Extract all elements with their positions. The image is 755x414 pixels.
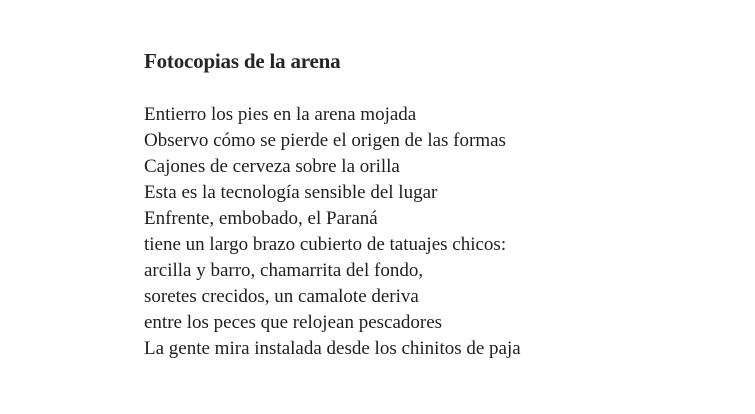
poem-title: Fotocopias de la arena xyxy=(144,49,341,73)
verse-line: soretes crecidos, un camalote deriva xyxy=(144,286,419,307)
poem xyxy=(144,46,521,362)
verse-line: Esta es la tecnología sensible del lugar xyxy=(144,182,438,203)
verse-line: Cajones de cerveza sobre la orilla xyxy=(144,156,400,177)
verse-line: La gente mira instalada desde los chinitos de paja xyxy=(144,338,521,359)
verse-line: tiene un largo brazo cubierto de tatuajes chicos: xyxy=(144,234,507,255)
poem-verses xyxy=(144,102,521,362)
verse-line: entre los peces que relojean pescadores xyxy=(144,312,443,333)
verse-line: arcilla y barro, chamarrita del fondo, xyxy=(144,260,424,281)
verse-line: Observo cómo se pierde el origen de las formas xyxy=(144,130,506,151)
verse-line: Enfrente, embobado, el Paraná xyxy=(144,208,378,229)
verse-line: Entierro los pies en la arena mojada xyxy=(144,104,417,125)
